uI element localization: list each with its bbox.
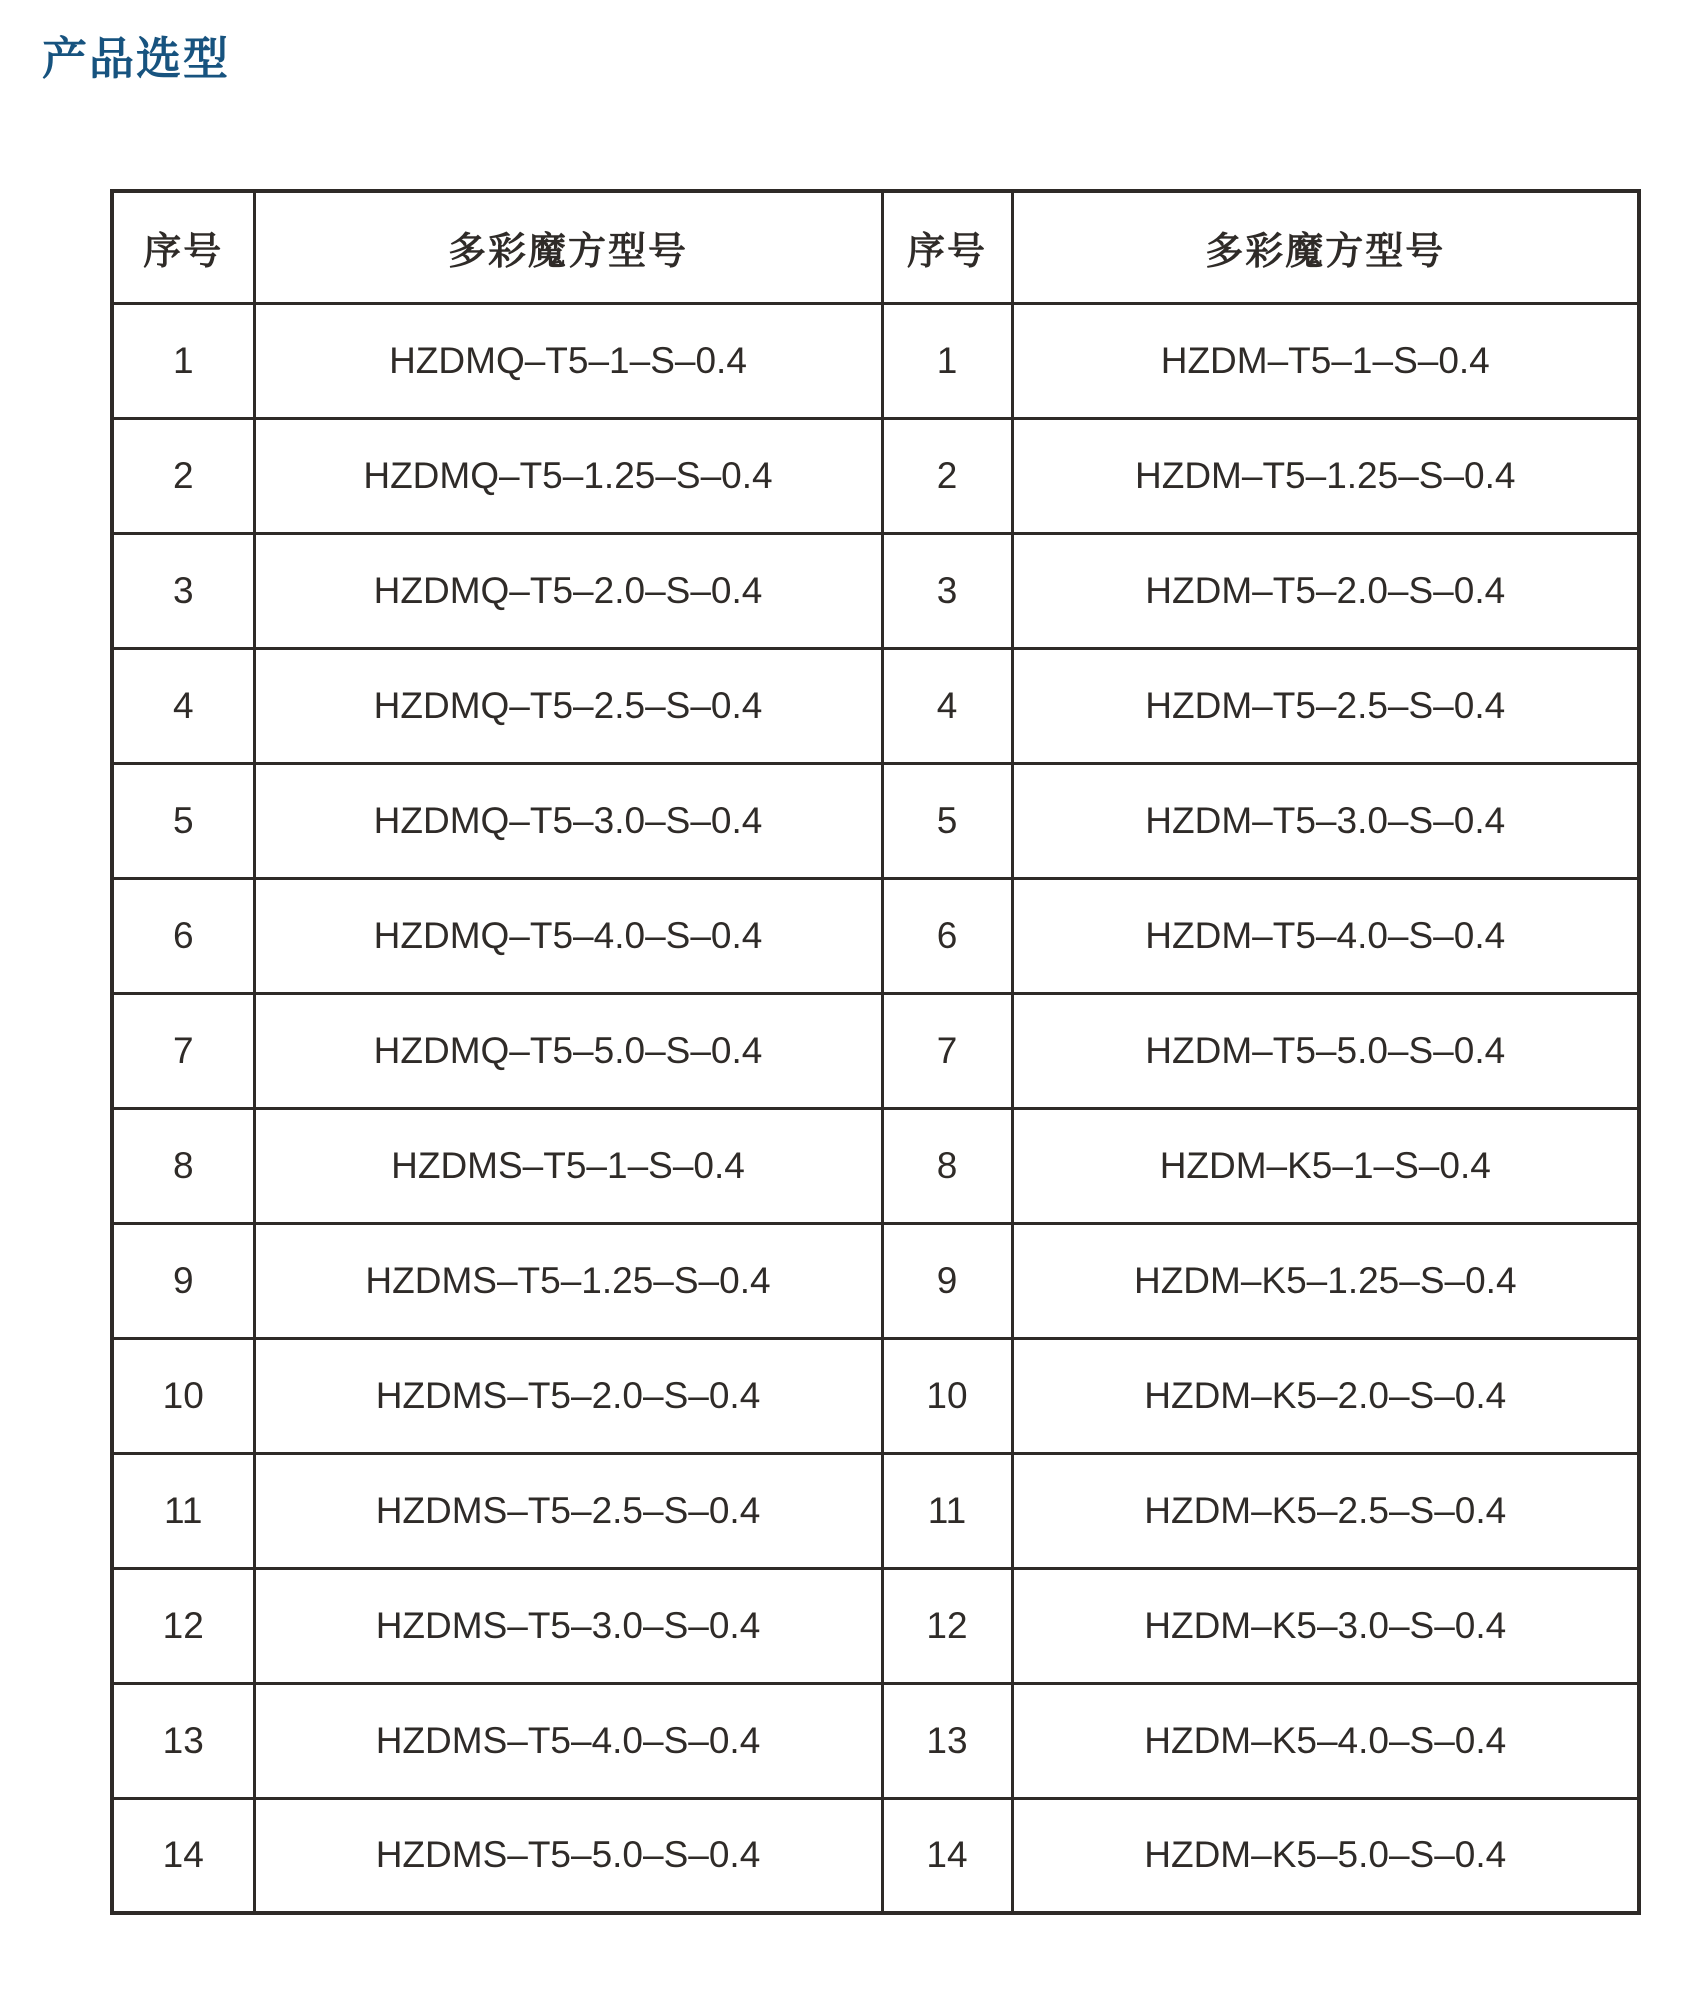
model-number-cell: HZDM–K5–5.0–S–0.4 [1012,1798,1639,1913]
serial-number-cell: 13 [112,1683,254,1798]
page-title: 产品选型 [42,33,231,84]
model-number-cell: HZDMS–T5–5.0–S–0.4 [254,1798,882,1913]
serial-number-cell: 13 [882,1683,1012,1798]
serial-number-cell: 1 [882,303,1012,418]
column-header-model-left: 多彩魔方型号 [254,191,882,303]
table-row [112,648,1639,763]
table-row [112,1108,1639,1223]
serial-number-cell: 6 [882,878,1012,993]
model-number-cell: HZDMS–T5–3.0–S–0.4 [254,1568,882,1683]
model-number-cell: HZDM–T5–5.0–S–0.4 [1012,993,1639,1108]
model-number-cell: HZDMS–T5–4.0–S–0.4 [254,1683,882,1798]
serial-number-cell: 10 [112,1338,254,1453]
table-body [112,303,1639,1913]
serial-number-cell: 12 [882,1568,1012,1683]
table-row [112,303,1639,418]
product-selection-table [110,189,1641,1915]
table-header [112,191,1639,303]
table-row [112,1223,1639,1338]
serial-number-cell: 14 [882,1798,1012,1913]
table-row [112,1683,1639,1798]
serial-number-cell: 5 [112,763,254,878]
serial-number-cell: 14 [112,1798,254,1913]
model-number-cell: HZDMS–T5–2.5–S–0.4 [254,1453,882,1568]
serial-number-cell: 12 [112,1568,254,1683]
serial-number-cell: 11 [882,1453,1012,1568]
column-header-model-right: 多彩魔方型号 [1012,191,1639,303]
model-number-cell: HZDMQ–T5–4.0–S–0.4 [254,878,882,993]
table-row [112,1453,1639,1568]
table-row [112,1798,1639,1913]
model-number-cell: HZDM–T5–2.5–S–0.4 [1012,648,1639,763]
model-number-cell: HZDM–K5–2.5–S–0.4 [1012,1453,1639,1568]
table-row [112,878,1639,993]
header-row [112,191,1639,303]
model-number-cell: HZDM–K5–1.25–S–0.4 [1012,1223,1639,1338]
serial-number-cell: 2 [112,418,254,533]
model-number-cell: HZDMQ–T5–1.25–S–0.4 [254,418,882,533]
serial-number-cell: 3 [112,533,254,648]
table-row [112,1338,1639,1453]
model-number-cell: HZDM–K5–2.0–S–0.4 [1012,1338,1639,1453]
model-number-cell: HZDMS–T5–1.25–S–0.4 [254,1223,882,1338]
model-number-cell: HZDMS–T5–2.0–S–0.4 [254,1338,882,1453]
serial-number-cell: 8 [882,1108,1012,1223]
serial-number-cell: 2 [882,418,1012,533]
model-number-cell: HZDM–K5–3.0–S–0.4 [1012,1568,1639,1683]
model-number-cell: HZDM–T5–1.25–S–0.4 [1012,418,1639,533]
table-row [112,533,1639,648]
serial-number-cell: 7 [112,993,254,1108]
serial-number-cell: 9 [112,1223,254,1338]
serial-number-cell: 4 [112,648,254,763]
model-number-cell: HZDMQ–T5–5.0–S–0.4 [254,993,882,1108]
serial-number-cell: 3 [882,533,1012,648]
serial-number-cell: 1 [112,303,254,418]
serial-number-cell: 9 [882,1223,1012,1338]
model-number-cell: HZDM–T5–2.0–S–0.4 [1012,533,1639,648]
table-row [112,418,1639,533]
model-number-cell: HZDM–T5–3.0–S–0.4 [1012,763,1639,878]
model-number-cell: HZDMQ–T5–2.5–S–0.4 [254,648,882,763]
serial-number-cell: 4 [882,648,1012,763]
model-number-cell: HZDMQ–T5–1–S–0.4 [254,303,882,418]
column-header-serial-right: 序号 [882,191,1012,303]
table-row [112,763,1639,878]
serial-number-cell: 8 [112,1108,254,1223]
model-number-cell: HZDM–T5–1–S–0.4 [1012,303,1639,418]
model-number-cell: HZDM–K5–4.0–S–0.4 [1012,1683,1639,1798]
model-number-cell: HZDMS–T5–1–S–0.4 [254,1108,882,1223]
serial-number-cell: 6 [112,878,254,993]
table-row [112,993,1639,1108]
serial-number-cell: 11 [112,1453,254,1568]
serial-number-cell: 5 [882,763,1012,878]
table-row [112,1568,1639,1683]
model-number-cell: HZDMQ–T5–2.0–S–0.4 [254,533,882,648]
serial-number-cell: 7 [882,993,1012,1108]
column-header-serial-left: 序号 [112,191,254,303]
model-number-cell: HZDMQ–T5–3.0–S–0.4 [254,763,882,878]
model-number-cell: HZDM–K5–1–S–0.4 [1012,1108,1639,1223]
model-number-cell: HZDM–T5–4.0–S–0.4 [1012,878,1639,993]
serial-number-cell: 10 [882,1338,1012,1453]
